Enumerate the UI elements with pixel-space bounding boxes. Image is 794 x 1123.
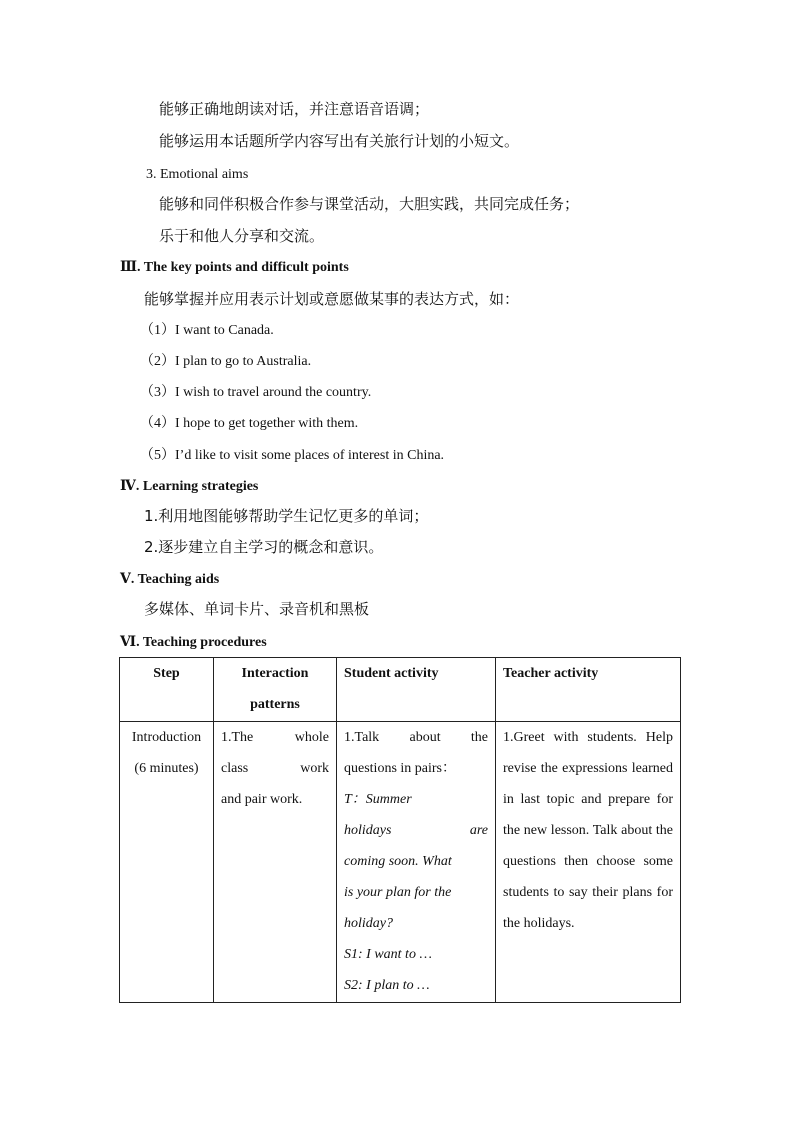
- section-3-intro: 能够掌握并应用表示计划或意愿做某事的表达方式，如：: [144, 290, 520, 308]
- section-6-heading: Ⅵ. Teaching procedures: [120, 635, 267, 650]
- cell-interaction: [214, 722, 337, 1003]
- section-3-heading: Ⅲ. The key points and difficult points: [120, 260, 349, 275]
- cell-teacher-activity: [496, 722, 681, 1003]
- teacher-line-6: students to say their plans for: [503, 885, 673, 900]
- table-row: [120, 722, 681, 1003]
- interaction-line-3: and pair work.: [221, 792, 303, 807]
- skill-line-2: 能够运用本话题所学内容写出有关旅行计划的小短文。: [159, 132, 520, 150]
- student-dialog-line-1: T：Summer: [344, 792, 412, 807]
- header-teacher-activity: [496, 658, 681, 722]
- teacher-line-3: in last topic and prepare for: [503, 792, 673, 807]
- header-student-activity: [337, 658, 496, 722]
- teaching-procedures-table: [119, 657, 681, 1003]
- student-dialog-line-7: S2: I plan to …: [344, 978, 430, 993]
- header-teacher-label: Teacher activity: [503, 666, 599, 681]
- teacher-line-1: 1.Greet with students. Help: [503, 730, 673, 745]
- teacher-line-5: questions then choose some: [503, 854, 673, 869]
- strategy-item-2: 2.逐步建立自主学习的概念和意识。: [144, 538, 384, 556]
- skill-line-1: 能够正确地朗读对话，并注意语音语调；: [159, 100, 430, 118]
- teaching-aids-text: 多媒体、单词卡片、录音机和黑板: [144, 600, 370, 618]
- student-dialog-line-6: S1: I want to …: [344, 947, 432, 962]
- strategy-item-1: 1.利用地图能够帮助学生记忆更多的单词；: [144, 507, 429, 525]
- header-interaction-label-1: Interaction: [241, 666, 309, 681]
- emotional-line-1: 能够和同伴积极合作参与课堂活动，大胆实践，共同完成任务；: [159, 195, 580, 213]
- header-interaction-label-2: patterns: [250, 697, 300, 712]
- key-point-item-2: （2）I plan to go to Australia.: [140, 354, 312, 369]
- section-4-heading: Ⅳ. Learning strategies: [120, 479, 259, 494]
- header-step-label: Step: [153, 666, 180, 681]
- header-interaction: [214, 658, 337, 722]
- student-dialog-line-3: coming soon. What: [344, 854, 452, 869]
- key-point-item-4: （4）I hope to get together with them.: [140, 416, 359, 431]
- emotional-aims-heading: 3. Emotional aims: [146, 167, 249, 182]
- step-duration: (6 minutes): [134, 761, 199, 776]
- interaction-line-2: class work: [221, 761, 329, 776]
- header-student-label: Student activity: [344, 666, 439, 681]
- cell-student-activity: [337, 722, 496, 1003]
- student-line-1: 1.Talk about the: [344, 730, 488, 745]
- step-name: Introduction: [131, 730, 202, 745]
- student-dialog-line-2: holidays are: [344, 823, 488, 838]
- header-step: [120, 658, 214, 722]
- table-header-row: [120, 658, 681, 722]
- emotional-line-2: 乐于和他人分享和交流。: [159, 227, 325, 245]
- student-line-2: questions in pairs：: [344, 761, 456, 776]
- teacher-line-4: the new lesson. Talk about the: [503, 823, 673, 838]
- teacher-line-2: revise the expressions learned: [503, 761, 673, 776]
- key-point-item-1: （1）I want to Canada.: [140, 323, 274, 338]
- student-dialog-line-5: holiday?: [344, 916, 393, 931]
- interaction-line-1: 1.The whole: [221, 730, 329, 745]
- key-point-item-5: （5）I’d like to visit some places of interest in China.: [140, 448, 445, 463]
- teacher-line-7: the holidays.: [503, 916, 575, 931]
- student-dialog-line-4: is your plan for the: [344, 885, 452, 900]
- section-5-heading: Ⅴ. Teaching aids: [120, 572, 220, 587]
- cell-step: [120, 722, 214, 1003]
- key-point-item-3: （3）I wish to travel around the country.: [140, 385, 372, 400]
